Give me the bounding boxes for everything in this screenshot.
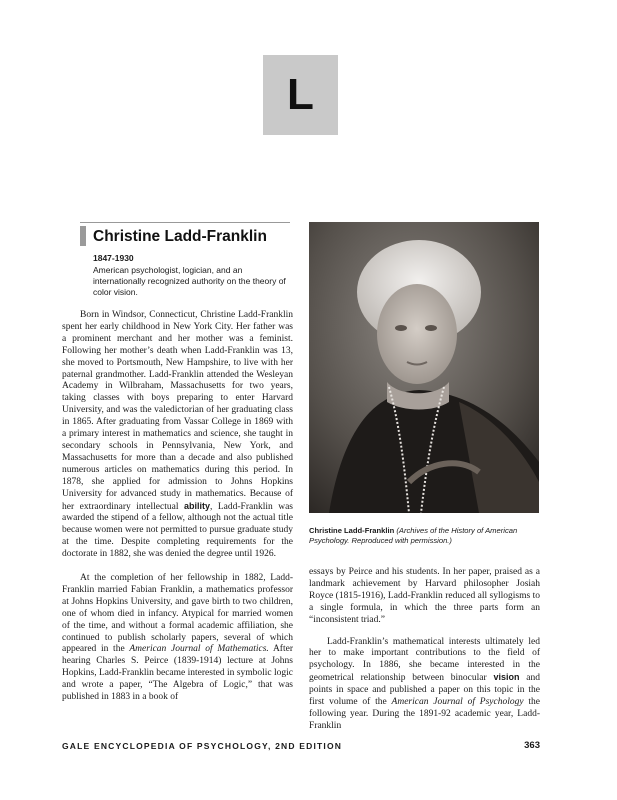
body-text: Born in Windsor, Connecticut, Christine Ladd-Franklin spent her early childhood in New York City. Her father was a prominent merchant and her mother was a feminist. Following her mother’s death when Ladd-Franklin was 13, she moved to Portsmouth, New Hampshire, to live with her paternal grandmother. Ladd-Franklin attended the Wesleyan Academy in Wilbraham, Massachusetts for two years, taking classes with boys preparing to enter Harvard University, and was the valedictorian of her graduating class in 1865. After graduating from Vassar College in 1869 with a primary interest in mathematics and science, she taught in secondary schools in Pennsylvania, New York, and Massachusetts for more than a decade and also published numerous articles on mathematics during this period. In 1878, she applied for admission to Johns Hopkins University for advanced study in mathematics. Because of her extraordinary intellectual	[62, 310, 293, 512]
body-text: , Ladd-Franklin was awarded the stipend of a fellow, although not the actual title because women were not permitted to pursue graduate study at the time. Despite completing requirements for the doctorate in 1882, she was denied the degree until 1926.	[62, 501, 293, 560]
entry-description: American psychologist, logician, and an internationally recognized authority on the theory of color vision.	[93, 265, 286, 297]
keyword-link-ability[interactable]: ability	[183, 500, 210, 511]
section-letter: L	[287, 70, 314, 119]
body-text: and points in space and published a paper on this topic in the first volume of the	[309, 673, 541, 708]
body-text: At the completion of her fellowship in 1882, Ladd-Franklin married Fabian Franklin, a mathematics professor at Johns Hopkins University, and gave birth to two children, one of whom died in infancy. Atypical for married women of the time, and without a formal academic affiliation, she continued to publish scholarly papers, several of which appeared in the	[62, 573, 293, 655]
caption-credit: (Archives of the History of American Psychology. Reproduced with permission.)	[309, 526, 518, 545]
body-text: Ladd-Franklin’s mathematical interests ultimately led her to make important contributions to the field of psychology. In 1886, she became interested in the geometrical relationship between binocular	[309, 636, 540, 684]
title-accent-bar	[80, 226, 86, 246]
body-text: the following year. During the 1891-92 academic year, Ladd-Franklin	[309, 697, 540, 731]
journal-title: American Journal of Psychology	[391, 697, 524, 708]
body-paragraph	[62, 310, 293, 561]
caption-name: Christine Ladd-Franklin	[309, 526, 395, 535]
title-rule	[80, 222, 290, 223]
portrait-photo	[309, 222, 539, 513]
body-column-left	[62, 310, 293, 704]
journal-title: American Journal of Mathematics.	[129, 644, 269, 655]
body-paragraph	[309, 637, 540, 733]
section-letter-box	[263, 55, 338, 135]
body-text: After hearing Charles S. Peirce (1839-1914) lecture at Johns Hopkins, Ladd-Franklin became interested in symbolic logic and wrote a paper, “The Algebra of Logic,” that was published in 1883 in a book of	[62, 644, 293, 703]
entry-years: 1847-1930	[93, 253, 134, 263]
body-paragraph: essays by Peirce and his students. In her paper, praised as a landmark achievement by Harvard philosopher Josiah Royce (1815-1916), Ladd-Franklin reduced all syllogisms to a single formula, in which the three parts form an “inconsistent triad.”	[309, 567, 540, 625]
portrait-image	[309, 222, 539, 513]
body-column-right	[309, 567, 540, 733]
footer-publication: GALE ENCYCLOPEDIA OF PSYCHOLOGY, 2ND EDITION	[62, 741, 343, 751]
page-number: 363	[524, 740, 540, 751]
photo-caption	[309, 526, 544, 546]
entry-title: Christine Ladd-Franklin	[93, 228, 267, 245]
body-paragraph	[62, 573, 293, 704]
keyword-link-vision[interactable]: vision	[493, 672, 520, 683]
